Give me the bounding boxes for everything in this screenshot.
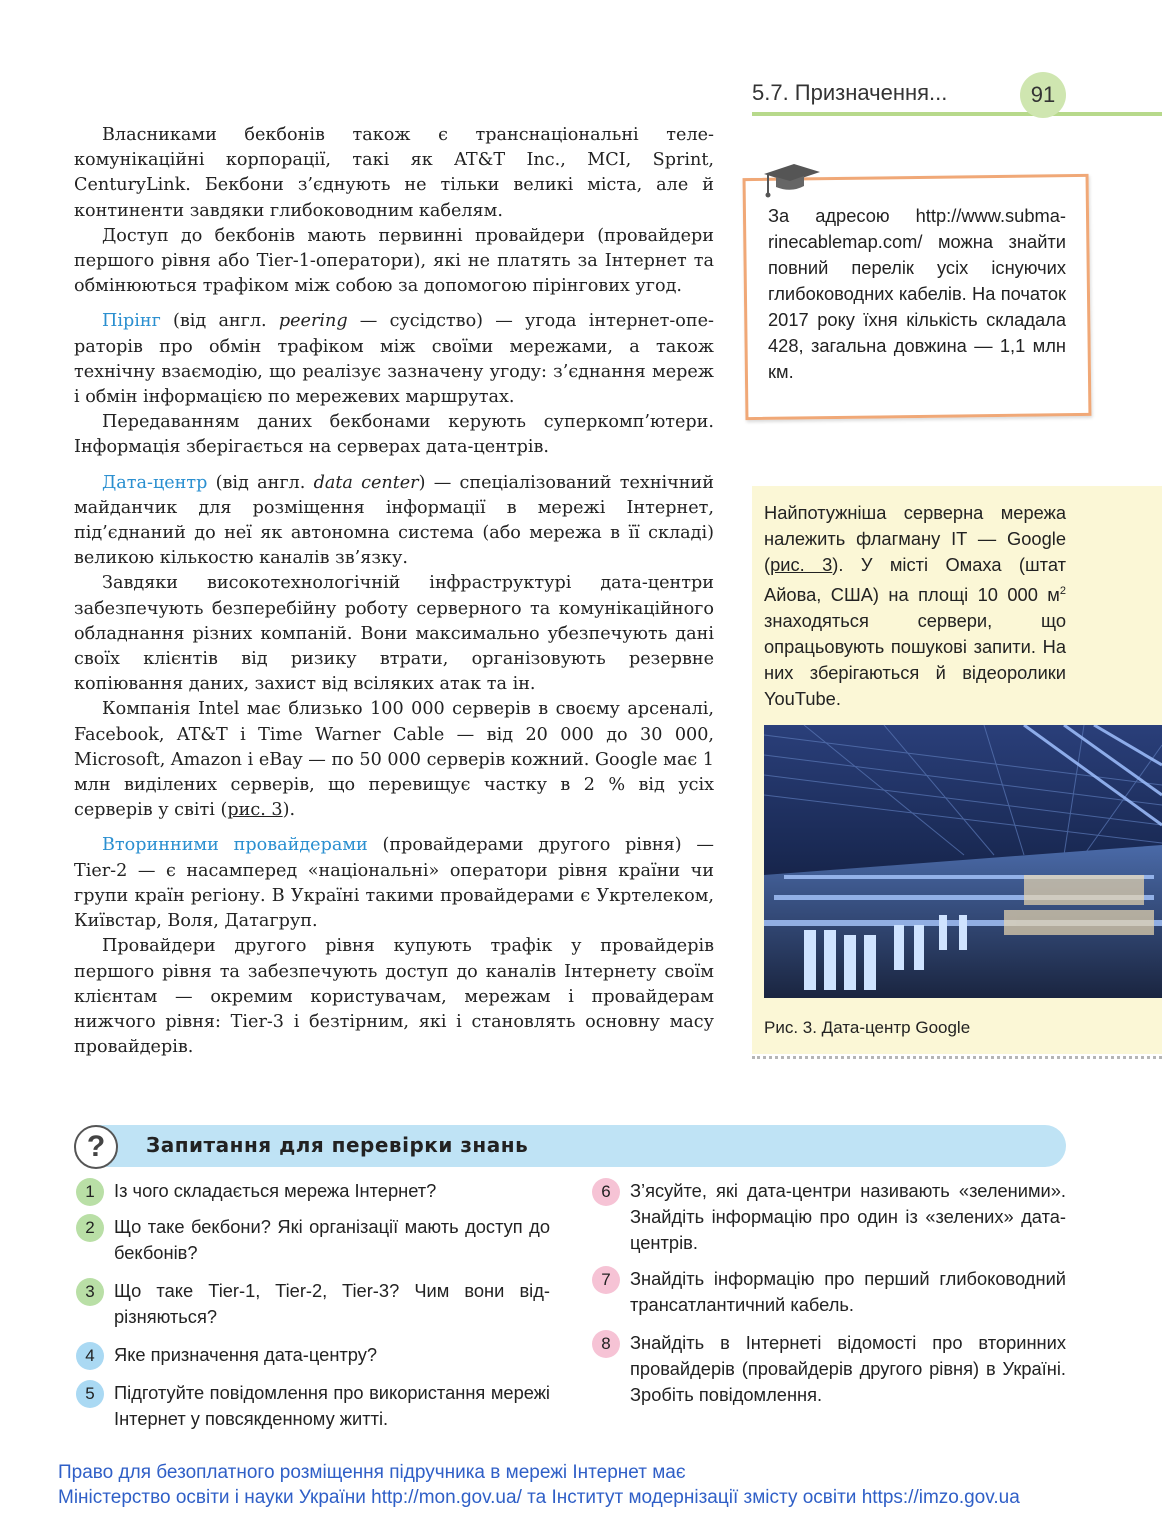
footer-line: Міністерство освіти і науки України http://mon.gov.ua/ та Інститут модернізації змісту освіти https://imzo.gov.ua [58, 1487, 1020, 1508]
figure-caption: Рис. 3. Дата-центр Google [764, 1018, 971, 1037]
paragraph [74, 697, 714, 823]
term-secondary-providers: Вторинними провайдерами [102, 835, 368, 856]
panel-text-part: Найпотужніша серверна мережа належить флагману IT — Google ( [764, 502, 1066, 575]
paragraph-text: (від англ. [160, 311, 279, 332]
question-text: Підготуйте повідомлення про використання мережі Інтернет у повсякденному житті. [114, 1382, 550, 1429]
data-center-photo [764, 725, 1162, 998]
emphasis: data center [313, 472, 419, 493]
question-number: 5 [76, 1380, 104, 1408]
definition-paragraph [74, 471, 714, 572]
question-item [76, 1380, 556, 1436]
question-text: Яке призначення дата-центру? [114, 1344, 378, 1365]
figure-reference: рис. 3 [770, 554, 833, 575]
question-number: 6 [592, 1178, 620, 1206]
question-number: 8 [592, 1330, 620, 1358]
question-item [592, 1178, 1070, 1260]
note-text: За адресою http://www.submarinecablemap.com/ можна знайти повний перелік усіх існуючих глибоководних кабелів. На початок 2017 року їхня кількість складала 428, загальна довжина — 1,1 млн км. [768, 205, 1066, 382]
paragraph-text: Компанія Intel має близько 100 000 серверів в своєму арсеналі, Facebook, AT&T і Time Warner Cable — від 20 000 до 30 000, Microsoft, Amazon і eBay — по 50 000 серверів кожний. Google має 1 млн виділених серверів, що перевищує частку в 2 % від усіх серверів у світі ( [74, 699, 714, 821]
section-title: 5.7. Призначення... [752, 80, 948, 105]
term-peering: Пірінг [102, 311, 161, 332]
question-text: Знайдіть інформацію про перший глибоководний трансатлантичний кабель. [630, 1268, 1066, 1315]
question-text: Що таке бекбони? Які організації мають доступ до бекбонів? [114, 1216, 550, 1263]
emphasis: peering [278, 311, 348, 332]
question-text: Знайдіть в Інтернеті відомості про вторинних провайдерів (провайдерів другого рівня) в Україні. Зробіть повідомлення. [630, 1332, 1066, 1405]
data-center-illustration [764, 725, 1162, 998]
footer-notice [58, 1460, 1020, 1510]
paragraph-text: — сусідство) — угода інтернет-операторів про обмін трафіком між своїми мережами, а також технічну взаємодію, що реалізує зазначену угоду: з’єднання мереж і обмін інформацією по мережевих маршрутах. [74, 311, 714, 408]
question-number: 2 [76, 1214, 104, 1242]
main-text-column [74, 123, 714, 1060]
definition-paragraph [74, 833, 714, 934]
question-number: 7 [592, 1266, 620, 1294]
paragraph-text: ). [282, 800, 296, 821]
graduation-cap-icon [760, 160, 822, 202]
figure-reference: рис. 3 [227, 800, 283, 821]
panel-text-part: знаходяться сервери, що опрацьовують пошукові запити. На них зберігаються й відеоролики YouTube. [764, 610, 1066, 710]
question-item [76, 1278, 556, 1334]
paragraph-text: (провайдерами другого рівня) — Tier-2 — є насамперед «національні» оператори рівня країни чи групи країн регіону. В Україні такими провайдерами є Укртелеком, Київстар, Воля, Датагруп. [74, 835, 714, 932]
question-number: 4 [76, 1342, 104, 1370]
paragraph-text: (від англ. [207, 472, 314, 493]
question-item [592, 1266, 1070, 1322]
question-number: 1 [76, 1178, 104, 1206]
definition-paragraph [74, 309, 714, 410]
paragraph-text: ) — спеціалізований технічний майданчик для розміщення інформації в мережі Інтернет, під’єднаний до неї як автономна система (або мережа в її складі) великою кількостю каналів зв’язку. [74, 472, 714, 569]
term-data-center: Дата-центр [102, 472, 208, 493]
question-item [76, 1178, 556, 1208]
question-item [592, 1330, 1070, 1412]
question-mark-icon: ? [74, 1125, 118, 1169]
footer-line: Право для безоплатного розміщення підручника в мережі Інтернет має [58, 1462, 686, 1483]
dotted-divider [752, 1056, 1162, 1059]
paragraph: Доступ до бекбонів мають первинні провайдери (провайдери першого рівня або Tier-1-оператори), які не платять за Інтернет та обмінюються трафіком між собою за допомогою пірінгових угод. [74, 225, 714, 297]
paragraph: Завдяки високотехнологічній інфраструктурі дата-центри забезпечують безперебійну роботу серверного та комунікаційного обладнання різних компаній. Вони максимально убезпечують дані своїх клієнтів від ризику втрати, організовують резервне копіювання даних, захист від всіляких атак та ін. [74, 573, 714, 695]
questions-title: Запитання для перевірки знань [146, 1133, 529, 1157]
superscript: 2 [1059, 585, 1066, 597]
question-item [76, 1342, 556, 1372]
paragraph: Власниками бекбонів також є транснаціональні телекомунікаційні корпорації, такі як AT&T Inc., MCI, Sprint, CenturyLink. Бекбони з’єднують не тільки великі міста, але й континенти завдяки глибоководним кабелям. [74, 125, 714, 221]
question-text: Із чого складається мережа Інтернет? [114, 1180, 437, 1201]
panel-text-part: ). У місті Омаха (штат Айова, США) на площі 10 000 м [764, 554, 1066, 606]
panel-text [764, 500, 1066, 712]
question-number: 3 [76, 1278, 104, 1306]
header-rule [752, 112, 1162, 116]
paragraph: Передаванням даних бекбонами керують суперкомп’ютери. Інформація зберігається на серверах дата-центрів. [74, 412, 714, 458]
question-item [76, 1214, 556, 1270]
question-text: З’ясуйте, які дата-центри називають «зеленими». Знайдіть інформацію про один із «зелених» дата-центрів. [630, 1180, 1066, 1253]
question-text: Що таке Tier-1, Tier-2, Tier-3? Чим вони відрізняються? [114, 1280, 550, 1327]
page-number: 91 [1020, 72, 1066, 118]
paragraph: Провайдери другого рівня купують трафік у провайдерів першого рівня та забезпечують доступ до каналів Інтернету своїм клієнтам — окремим користувачам, мережам і провайдерам нижчого рівня: Tier-3 і безтірним, які і становлять основну масу провайдерів. [74, 936, 714, 1058]
